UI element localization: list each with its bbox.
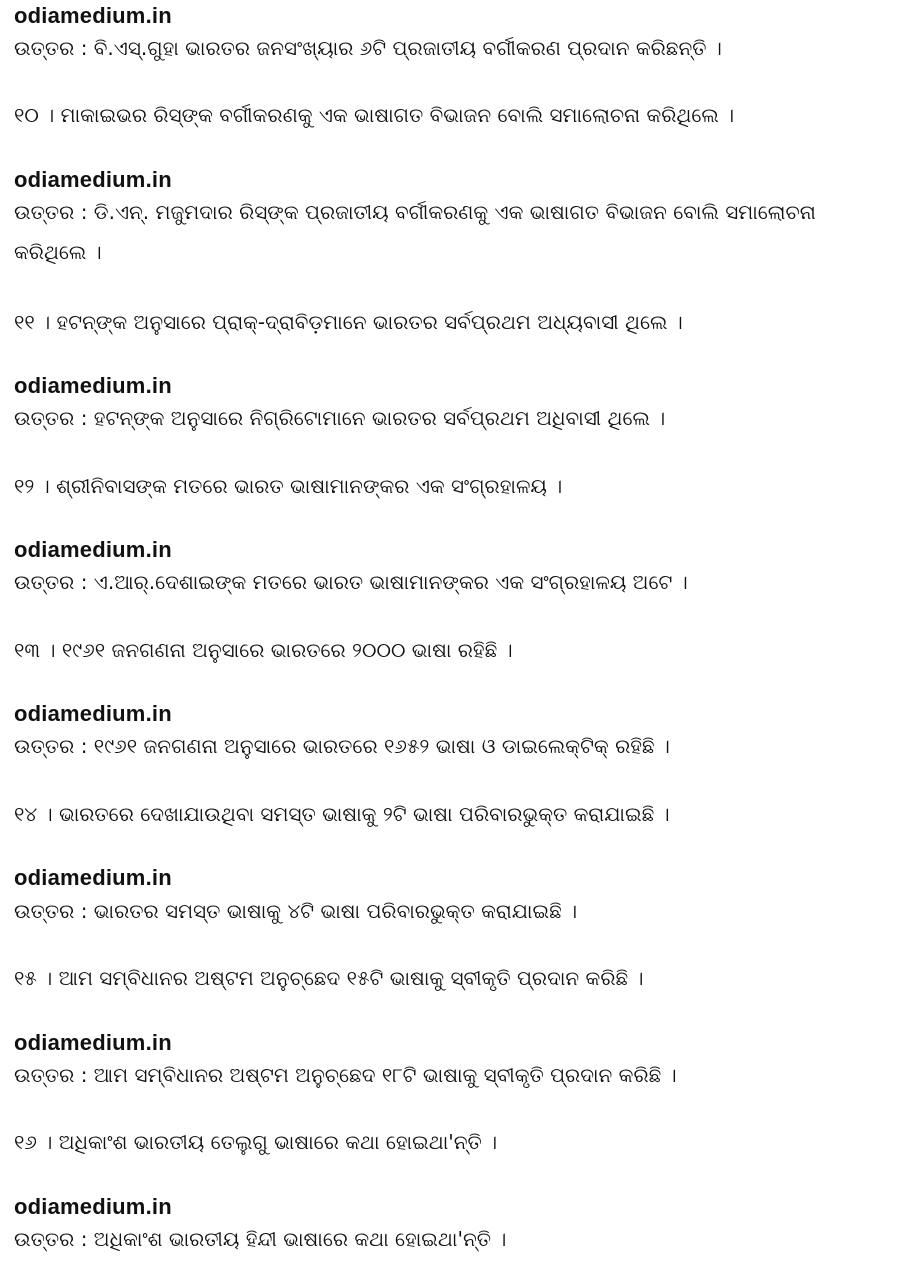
- site-label: odiamedium.in: [14, 373, 172, 398]
- site-label: odiamedium.in: [14, 1194, 172, 1219]
- answer-text: ଉତ୍ତର : ହଟନ୍‌ଙ୍କ ଅନୁସାରେ ନିଗ୍ରିଟୋମାନେ ଭାରତର ସର୍ବପ୍ରଥମ ଅଧିବାସୀ ଥିଲେ ।: [14, 406, 666, 430]
- site-label: odiamedium.in: [14, 167, 172, 192]
- answer-text: ଉତ୍ତର : ଡି.ଏନ୍. ମଜୁମଦାର ରିସ୍‌ଙ୍କ ପ୍ରଜାତୀୟ ବର୍ଗୀକରଣକୁ ଏକ ଭାଷାଗତ ବିଭାଜନ ବୋଲି ସମାଲୋଚନା କରିଥିଲେ ।: [14, 200, 816, 264]
- site-label: odiamedium.in: [14, 3, 172, 28]
- question-text: ୧୦ । ମାକାଇଭର ରିସ୍‌ଙ୍କ ବର୍ଗୀକରଣକୁ ଏକ ଭାଷାଗତ ବିଭାଜନ ବୋଲି ସମାଲୋଚନା କରିଥିଲେ ।: [14, 103, 735, 127]
- answer-text: ଉତ୍ତର : ଏ.ଆର୍.ଦେଶାଇଙ୍କ ମତରେ ଭାରତ ଭାଷାମାନଙ୍କର ଏକ ସଂଗ୍ରହାଳୟ ଅଟେ ।: [14, 570, 688, 594]
- answer-text: ଉତ୍ତର : ବି.ଏସ୍.ଗୁହା ଭାରତର ଜନସଂଖ୍ୟାର ୬ଟି ପ୍ରଜାତୀୟ ବର୍ଗୀକରଣ ପ୍ରଦାନ କରିଛନ୍ତି ।: [14, 36, 722, 60]
- site-label: odiamedium.in: [14, 865, 172, 890]
- question-text: ୧୬ । ଅଧିକାଂଶ ଭାରତୀୟ ତେଲୁଗୁ ଭାଷାରେ କଥା ହୋଇଥା'ନ୍ତି ।: [14, 1130, 498, 1154]
- question-text: ୧୫ । ଆମ ସମ୍ବିଧାନର ଅଷ୍ଟମ ଅନୁଚ୍ଛେଦ ୧୫ଟି ଭାଷାକୁ ସ୍ବୀକୃତି ପ୍ରଦାନ କରିଛି ।: [14, 966, 644, 990]
- answer-text: ଉତ୍ତର : ୧୯୬୧ ଜନଗଣନା ଅନୁସାରେ ଭାରତରେ ୧୬୫୨ ଭାଷା ଓ ଡାଇଲେକ୍ଟିକ୍ ରହିଛି ।: [14, 734, 670, 758]
- question-text: ୧୨ । ଶ୍ରୀନିବାସଙ୍କ ମତରେ ଭାରତ ଭାଷାମାନଙ୍କର ଏକ ସଂଗ୍ରହାଳୟ ।: [14, 474, 563, 498]
- question-text: ୧୩ । ୧୯୬୧ ଜନଗଣନା ଅନୁସାରେ ଭାରତରେ ୨୦୦୦ ଭାଷା ରହିଛି ।: [14, 638, 513, 662]
- answer-text: ଉତ୍ତର : ଭାରତର ସମସ୍ତ ଭାଷାକୁ ୪ଟି ଭାଷା ପରିବାରଭୁକ୍ତ କରାଯାଇଛି ।: [14, 899, 578, 923]
- answer-text: ଉତ୍ତର : ଆମ ସମ୍ବିଧାନର ଅଷ୍ଟମ ଅନୁଚ୍ଛେଦ ୧୮ଟି ଭାଷାକୁ ସ୍ବୀକୃତି ପ୍ରଦାନ କରିଛି ।: [14, 1063, 677, 1087]
- site-label: odiamedium.in: [14, 537, 172, 562]
- question-text: ୧୪ । ଭାରତରେ ଦେଖାଯାଉଥିବା ସମସ୍ତ ଭାଷାକୁ ୨ଟି ଭାଷା ପରିବାରଭୁକ୍ତ କରାଯାଇଛି ।: [14, 802, 670, 826]
- question-text: ୧୧ । ହଟନ୍‌ଙ୍କ ଅନୁସାରେ ପ୍ରାକ୍-ଦ୍ରାବିଡ଼ମାନେ ଭାରତର ସର୍ବପ୍ରଥମ ଅଧ୍ୟବାସୀ ଥିଲେ ।: [14, 310, 683, 334]
- answer-text: ଉତ୍ତର : ଅଧିକାଂଶ ଭାରତୀୟ ହିନ୍ଦୀ ଭାଷାରେ କଥା ହୋଇଥା'ନ୍ତି ।: [14, 1227, 507, 1251]
- site-label: odiamedium.in: [14, 701, 172, 726]
- site-label: odiamedium.in: [14, 1030, 172, 1055]
